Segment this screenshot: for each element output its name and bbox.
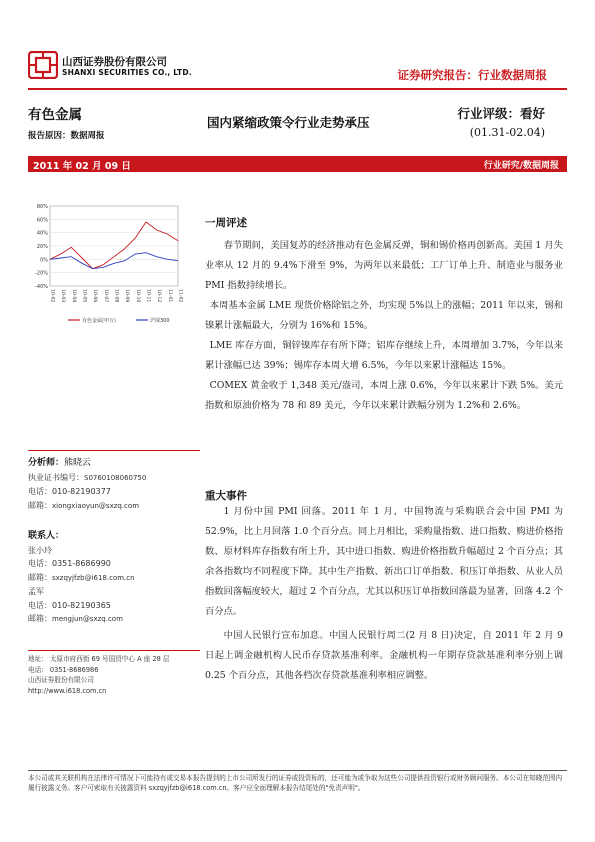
x-tick-label: 11-02	[177, 289, 183, 303]
header-divider	[28, 88, 567, 90]
summary-paragraph: 本周基本金属 LME 现货价格除铝之外，均实现 5%以上的涨幅；2011 年以来，锡和镍累计涨幅最大，分别为 16%和 15%。	[205, 300, 563, 331]
sector-name: 有色金属	[28, 107, 82, 123]
address-line: 地址： 太原市府西街 69 号国贸中心 A 座 28 层	[28, 655, 170, 663]
x-tick-label: 10-06	[92, 289, 98, 303]
analyst-cert: S0760108060750	[84, 473, 147, 482]
events-paragraph: 1 月份中国 PMI 回落。2011 年 1 月，中国物流与采购联合会中国 PMI 为 52.9%，比上月回落 1.0 个百分点。同上月相比，采购量指数、进口指数、购进价格指数、原材料库存指数有所上升，其中进口指数、购进价格指数升幅超过 2 个百分点；其余各指数均不同程度下降。其中生产指数、新出口订单指数、积压订单指数、从业人员指数回落幅度较大，超过 2 个百分点，尤其以积压订单指数回落最为显著，回落 4.2 个百分点。	[205, 506, 563, 617]
y-tick-label: 20%	[36, 244, 48, 250]
performance-chart	[28, 200, 188, 330]
y-tick-label: -40%	[35, 284, 48, 290]
company-name-en: SHANXI SECURITIES CO., LTD.	[62, 68, 192, 77]
summary-paragraph: COMEX 黄金收于 1,348 美元/盎司，本周上涨 0.6%，今年以来累计下跌 5%。美元指数和原油价格为 78 和 89 美元，今年以来累计跌幅分别为 1.2%和 2.6%。	[205, 380, 563, 411]
report-date: 2011 年 02 月 09 日	[33, 161, 131, 172]
footer-disclaimer: 本公司或其关联机构在法律许可情况下可能持有或交易本报告提到的上市公司所发行的证券或投资标的，还可能为或争取为这些公司提供投资银行或财务顾问服务。本公司在知晓范围内履行披露义务。客户可索取有关披露资料 sxzqyjfzb@i618.com.cn。客户应全面理解本报告结尾处的"免责声明"。	[28, 774, 563, 792]
summary-body	[205, 236, 563, 416]
contact-email[interactable]: sxzqyjfzb@i618.com.cn	[52, 573, 135, 582]
contact-name: 孟军	[28, 587, 44, 596]
events-title: 重大事件	[205, 490, 247, 502]
x-tick-label: 10-02	[49, 289, 55, 303]
contact-email[interactable]: mengjun@sxzq.com	[52, 615, 123, 623]
analyst-block	[28, 457, 200, 513]
analyst-phone: 010-82190377	[52, 487, 111, 496]
contact-phone-label: 电话：	[28, 600, 52, 610]
contact-phone: 0351-8686990	[52, 559, 111, 568]
legend-label: 有色金属(申万)	[82, 318, 116, 324]
address-website[interactable]: http://www.i618.com.cn	[28, 686, 107, 695]
summary-paragraph: 春节期间，美国复苏的经济推动有色金属反弹，铜和锡价格再创新高。美国 1 月失业率从 12 月的 9.4%下滑至 9%，为两年以来最低；工厂订单上升、制造业与服务业 PMI 指数持续增长。	[205, 240, 563, 291]
y-tick-label: 40%	[36, 230, 48, 237]
x-tick-label: 10-12	[156, 289, 162, 303]
contact-phone-label: 电话：	[28, 559, 52, 568]
events-paragraph: 中国人民银行宣布加息。中国人民银行周二(2 月 8 日)决定，自 2011 年 2 月 9 日起上调金融机构人民币存贷款基准利率。金融机构一年期存贷款基准利率分别上调 0.25 个百分点，其他各档次存贷款基准利率相应调整。	[205, 630, 563, 681]
address-phone: 电话： 0351-8686986	[28, 665, 99, 674]
x-tick-label: 10-10	[134, 289, 140, 303]
x-tick-label: 10-04	[70, 289, 76, 303]
x-tick-label: 10-08	[113, 289, 119, 303]
x-tick-label: 10-09	[124, 289, 130, 303]
x-tick-label: 11-01	[166, 289, 172, 303]
analyst-cert-label: 执业证书编号：	[28, 472, 84, 482]
address-divider	[28, 650, 200, 651]
logo-mark-icon	[28, 51, 58, 79]
contacts-title: 联系人：	[28, 531, 65, 541]
y-tick-label: 80%	[36, 204, 48, 210]
x-tick-label: 10-07	[102, 289, 108, 303]
report-type: 证券研究报告：行业数据周报	[397, 68, 547, 82]
contact-email-label: 邮箱：	[28, 572, 52, 582]
footer-divider	[28, 770, 567, 771]
analyst-email[interactable]: xiongxiaoyun@sxzq.com	[52, 501, 140, 510]
series-line-0	[50, 222, 178, 269]
series-line-1	[50, 253, 178, 269]
contact-email-label: 邮箱：	[28, 614, 52, 623]
events-body	[205, 502, 563, 686]
summary-paragraph: LME 库存方面，铜锌镍库存有所下降；铝库存继续上升，本周增加 3.7%，今年以来累计涨幅已达 39%；锡库存本周大增 6.5%，今年以来累计涨幅达 15%。	[205, 340, 563, 371]
x-tick-label: 10-11	[145, 289, 151, 303]
contact-name: 张小玲	[28, 545, 52, 555]
address-block	[28, 654, 200, 696]
left-column-divider	[28, 450, 200, 451]
summary-title: 一周评述	[205, 217, 247, 229]
analyst-name: 熊晓云	[64, 458, 92, 468]
report-category: 行业研究/数据周报	[483, 161, 559, 171]
report-title: 国内紧缩政策令行业走势承压	[207, 115, 370, 130]
contact-phone: 010-82190365	[52, 600, 111, 610]
company-logo	[28, 51, 58, 79]
y-tick-label: 0%	[40, 257, 48, 264]
address-company: 山西证券股份有限公司	[28, 676, 94, 684]
contacts-block	[28, 530, 200, 627]
analyst-title: 分析师：	[28, 458, 65, 468]
report-reason: 报告原因：数据周报	[28, 131, 105, 141]
y-tick-label: 60%	[36, 217, 48, 224]
analyst-phone-label: 电话：	[28, 487, 52, 496]
y-tick-label: -20%	[35, 270, 48, 277]
company-name-cn: 山西证券股份有限公司	[62, 56, 167, 68]
x-tick-label: 10-05	[81, 289, 87, 303]
x-tick-label: 10-03	[60, 289, 66, 303]
legend-label: 沪深300	[150, 318, 170, 324]
report-period: (01.31-02.04)	[469, 126, 545, 139]
industry-rating: 行业评级：看好	[457, 106, 545, 121]
analyst-email-label: 邮箱：	[28, 500, 52, 510]
